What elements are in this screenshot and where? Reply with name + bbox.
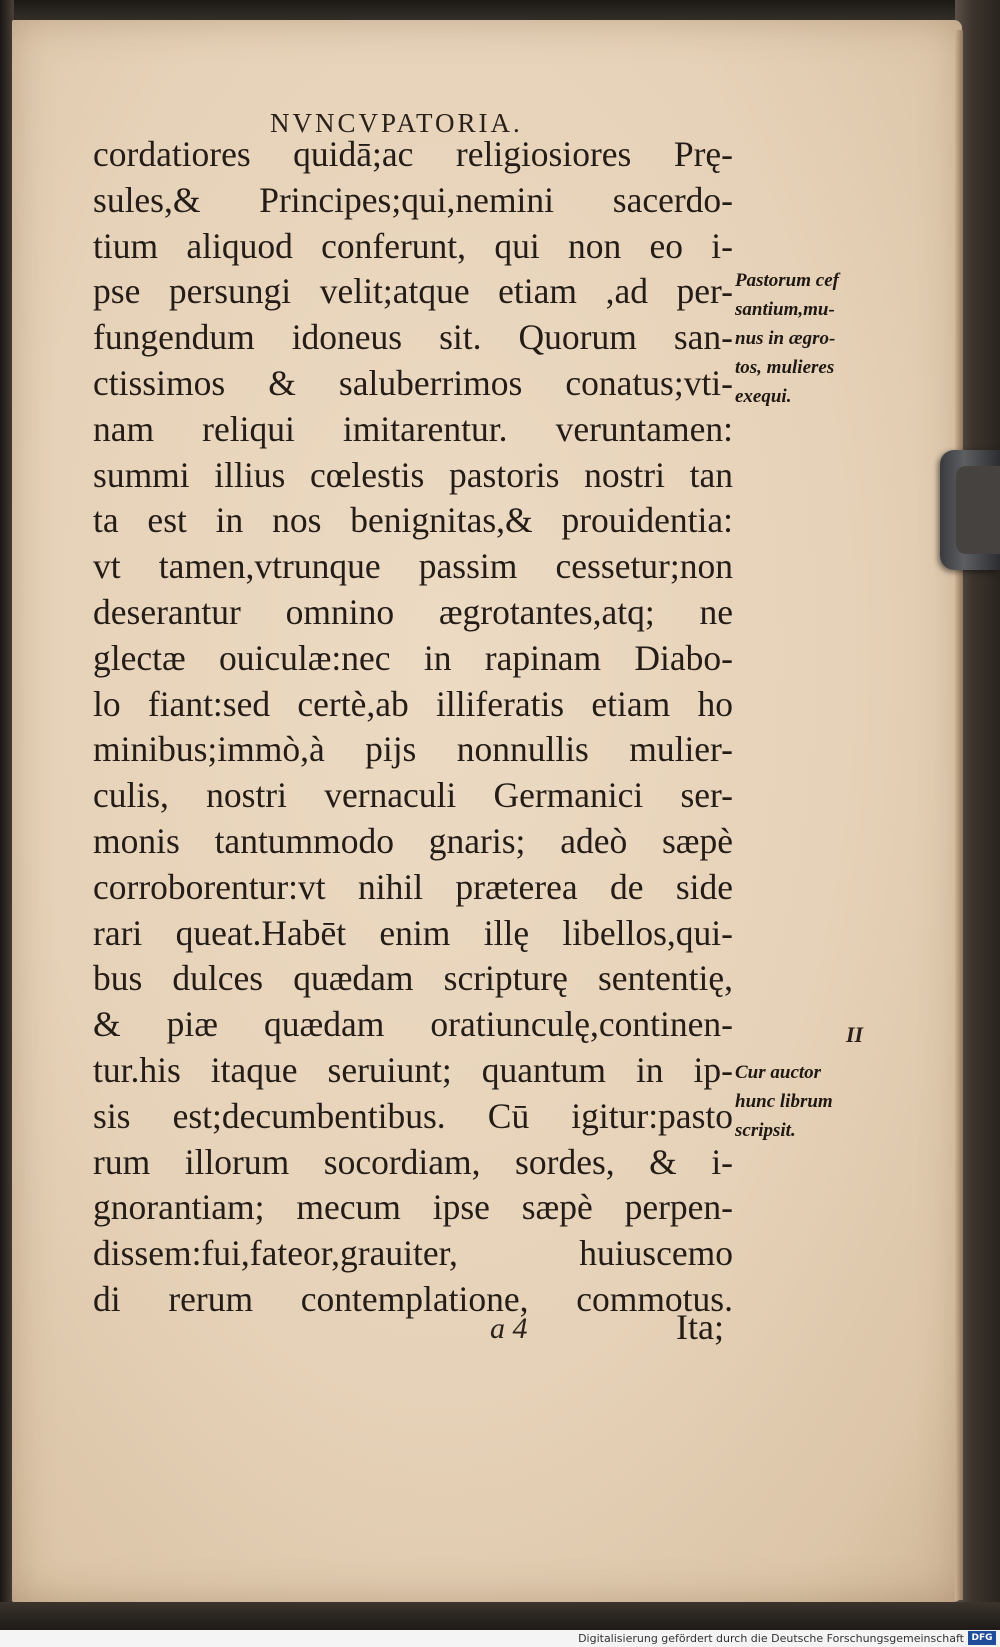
body-line: sis est;decumbentibus. Cū igitur:pasto (93, 1095, 733, 1136)
marginal-line: scripsit. (735, 1120, 796, 1141)
book-bottom-edge (0, 1602, 1000, 1630)
marginal-line: tos, mulieres (735, 357, 835, 378)
body-text-block (93, 132, 733, 1323)
body-line: rari queat.Habēt enim illę libellos,qui- (93, 912, 733, 953)
body-line: & piæ quædam oratiunculę,continen- (93, 1004, 733, 1045)
marginal-note-author (735, 1058, 885, 1145)
marginal-line: Pastorum cef (735, 270, 839, 291)
body-line: gnorantiam; mecum ipse sæpè perpen- (93, 1187, 733, 1228)
body-line: corroborentur:vt nihil prӕterea de side (93, 866, 733, 907)
body-line: glectæ ouiculæ:nec in rapinam Diabo- (93, 637, 733, 678)
body-line: ta est in nos benignitas,& prouidentia: (93, 500, 733, 541)
body-line: dissem:fui,fateor,grauiter, huiuscemo (93, 1233, 733, 1274)
body-line: nam reliqui imitarentur. veruntamen: (93, 408, 733, 449)
body-line: tium aliquod conferunt, qui non eo i- (93, 225, 733, 266)
body-line: deserantur omnino ægrotantes,atq; ne (93, 591, 733, 632)
marginal-mark: II (846, 1022, 864, 1047)
marginal-note-pastors (735, 266, 885, 411)
body-line: culis, nostri vernaculi Germanici ser- (93, 775, 733, 816)
body-line: tur.his itaque seruiunt; quantum in ip- (93, 1049, 733, 1090)
body-line: pse persungi velit;atque etiam ,ad per- (93, 271, 733, 312)
running-head: NVNCVPATORIA. (270, 108, 523, 138)
catchword: Ita; (676, 1307, 724, 1347)
body-line: cordatiores quidā;ac religiosiores Prę- (93, 134, 733, 174)
body-line: lo fiant:sed certè,ab illiferatis etiam ho (93, 683, 733, 724)
body-line: bus dulces quædam scripturę sententię, (93, 958, 733, 999)
body-line: summi illius cœlestis pastoris nostri tan (93, 454, 733, 495)
body-line: ctissimos & saluberrimos conatus;vti- (93, 362, 733, 403)
signature-mark: a 4 (490, 1312, 528, 1345)
body-line: minibus;immò,à pijs nonnullis mulier- (93, 729, 733, 770)
dfg-logo: DFG (968, 1631, 996, 1645)
marginal-line: santium,mu- (735, 299, 835, 320)
page-fore-edge (955, 30, 963, 1600)
body-line: fungendum idoneus sit. Quorum san- (93, 317, 733, 358)
marginal-line: Cur auctor (735, 1062, 822, 1083)
marginal-line: nus in ægro- (735, 328, 836, 349)
funding-credit: Digitalisierung gefördert durch die Deutsche Forschungsgemeinschaft (578, 1632, 964, 1645)
body-line: di rerum contemplatione, commotus. (93, 1278, 733, 1319)
marginal-line: hunc librum (735, 1091, 833, 1112)
body-line: vt tamen,vtrunque passim cessetur;non (93, 546, 733, 587)
body-line: rum illorum socordiam, sordes, & i- (93, 1141, 733, 1182)
body-line: monis tantummodo gnaris; adeò sæpè (93, 820, 733, 861)
marginal-line: exequi. (735, 386, 792, 407)
body-line: sules,& Principes;qui,nemini sacerdo- (93, 179, 733, 220)
book-clasp-inner (956, 466, 1000, 554)
